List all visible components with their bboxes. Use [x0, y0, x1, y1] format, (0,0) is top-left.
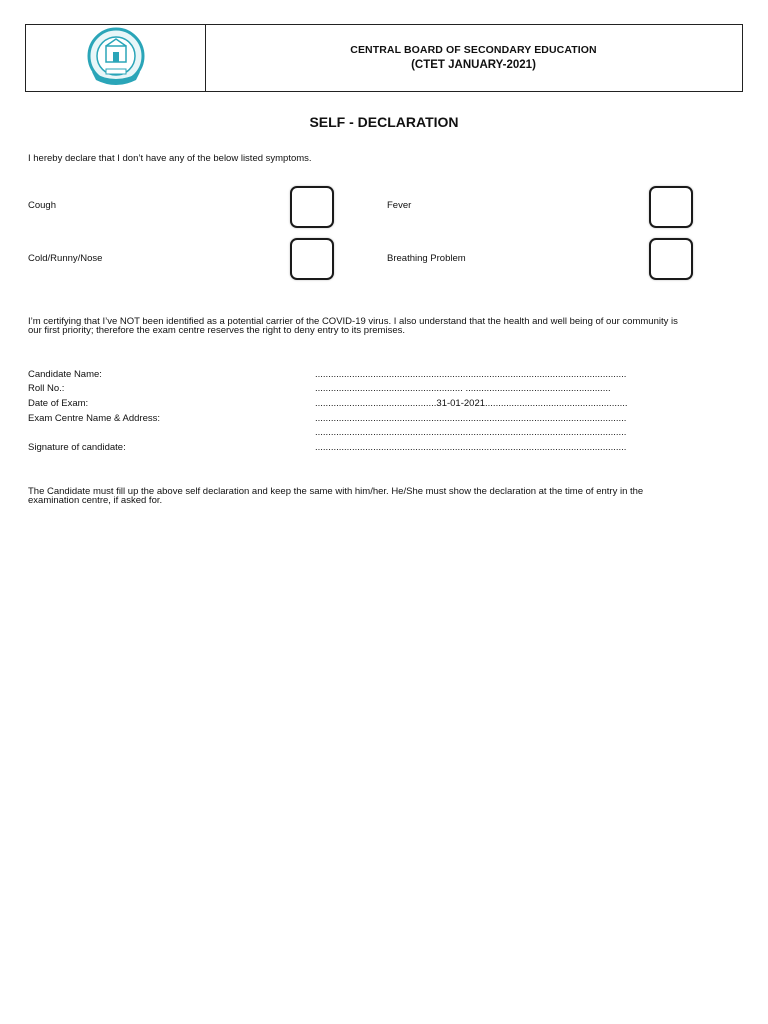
symptom-label-fever: Fever — [387, 200, 412, 211]
exam-title: (CTET JANUARY-2021) — [411, 59, 536, 71]
date-of-exam-label: Date of Exam: — [28, 398, 89, 409]
certification-line-2: our first priority; therefore the exam centre reserves the right to deny entry to its premises. — [28, 325, 405, 336]
organization-name: CENTRAL BOARD OF SECONDARY EDUCATION — [350, 44, 597, 56]
cough-checkbox[interactable] — [290, 186, 334, 228]
footer-note-line-2: examination centre, if asked for. — [28, 495, 163, 506]
breathing-checkbox[interactable] — [649, 238, 693, 280]
exam-centre-label: Exam Centre Name & Address: — [28, 413, 160, 424]
candidate-name-label: Candidate Name: — [28, 369, 102, 380]
candidate-name-field[interactable]: ...................................................................................................................... — [315, 369, 627, 380]
roll-no-label: Roll No.: — [28, 383, 65, 394]
certification-line-1: I’m certifying that I’ve NOT been identified as a potential carrier of the COVID-19 virus. I also understand that the health and well being of our community is — [28, 316, 678, 327]
symptom-label-cold: Cold/Runny/Nose — [28, 253, 103, 264]
signature-field[interactable]: ...................................................................................................................... — [315, 442, 627, 453]
date-of-exam-field[interactable]: ..............................................31-01-2021...................................................... — [315, 398, 628, 409]
exam-centre-field[interactable]: ...................................................................................................................... — [315, 413, 627, 424]
symptom-label-breathing: Breathing Problem — [387, 253, 466, 264]
exam-centre-field-line-2[interactable]: ...................................................................................................................... — [315, 427, 627, 438]
footer-note-line-1: The Candidate must fill up the above self declaration and keep the same with him/her. He/She must show the declaration at the time of entry in the — [28, 486, 644, 497]
header-divider — [205, 24, 206, 92]
cbse-logo-icon — [84, 26, 148, 90]
roll-no-field[interactable]: ........................................................ ....................................................... — [315, 383, 611, 394]
cold-checkbox[interactable] — [290, 238, 334, 280]
symptom-label-cough: Cough — [28, 200, 56, 211]
signature-label: Signature of candidate: — [28, 442, 126, 453]
intro-text: I hereby declare that I don’t have any of the below listed symptoms. — [28, 153, 312, 164]
fever-checkbox[interactable] — [649, 186, 693, 228]
document-title: SELF - DECLARATION — [309, 114, 459, 130]
